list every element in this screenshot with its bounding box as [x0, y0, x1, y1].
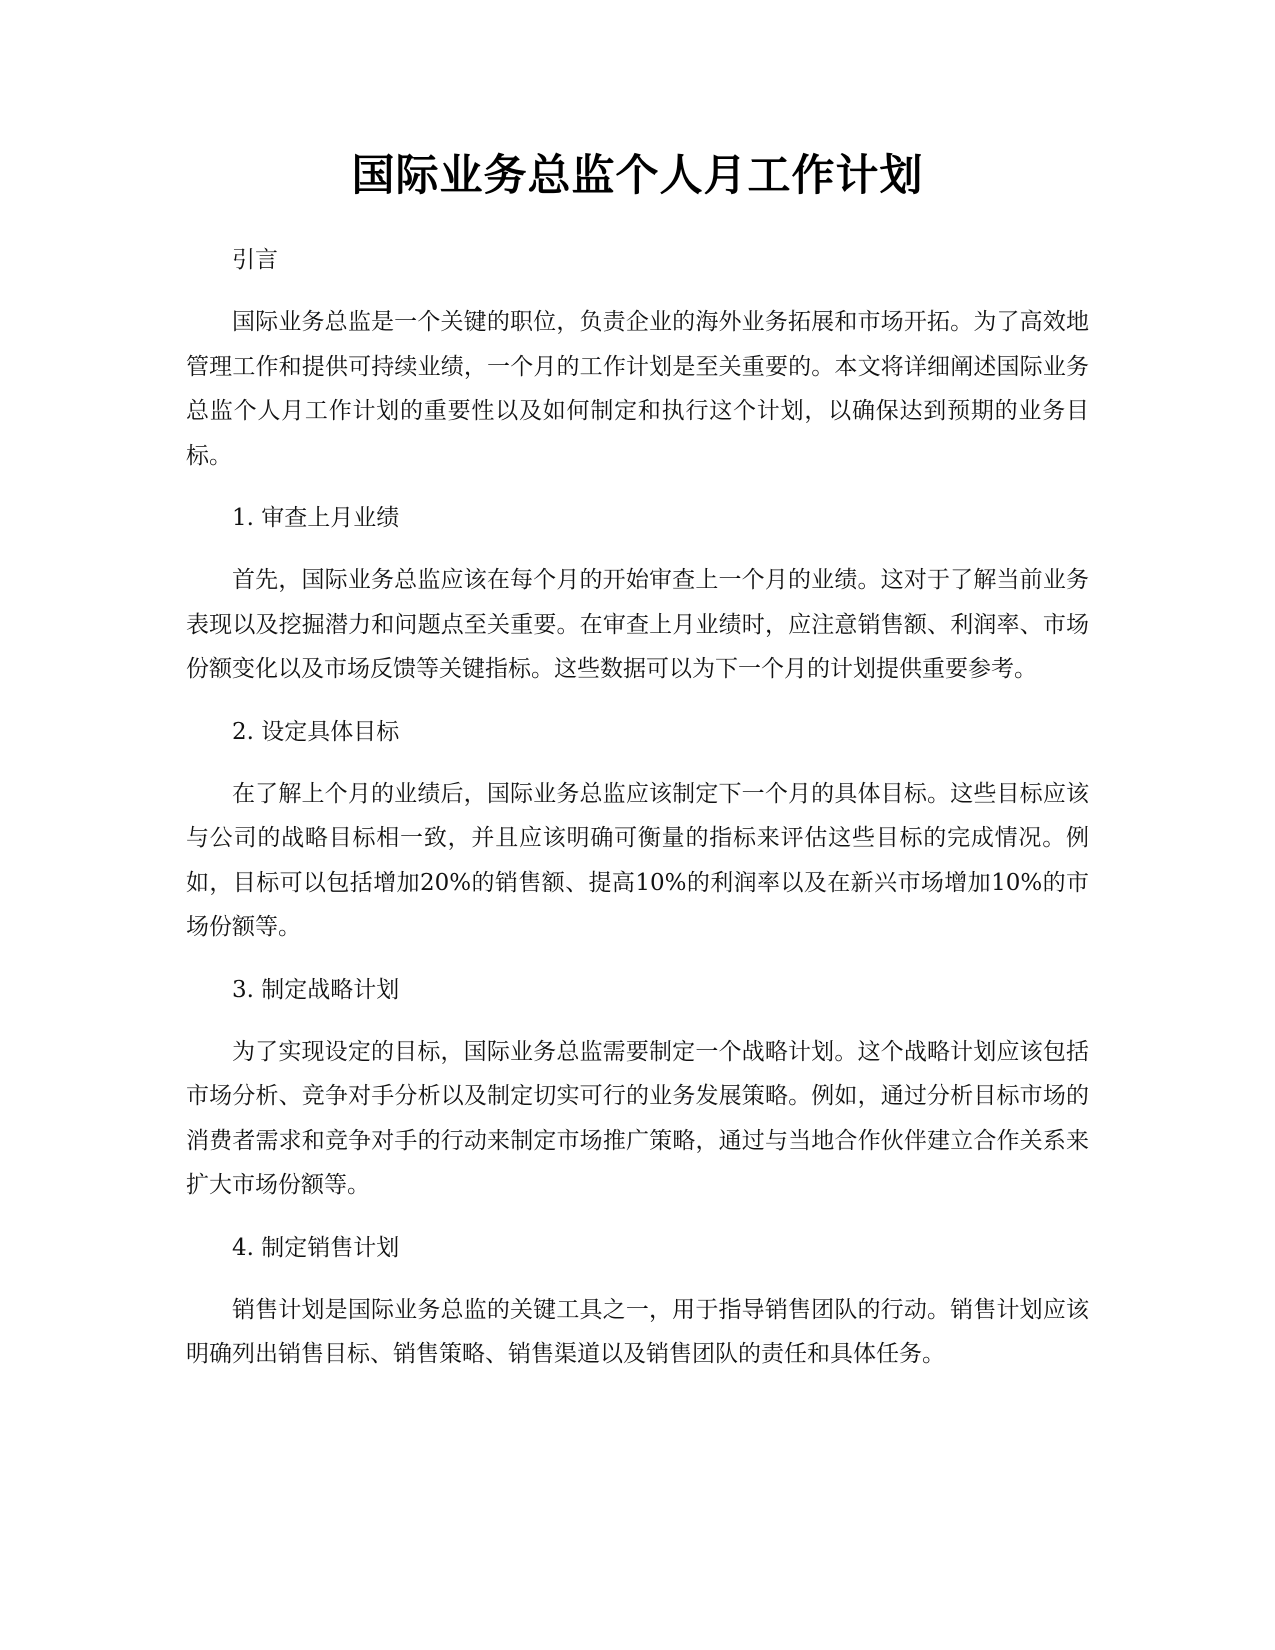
section-paragraph-2: 在了解上个月的业绩后，国际业务总监应该制定下一个月的具体目标。这些目标应该与公司的战略目标相一致，并且应该明确可衡量的指标来评估这些目标的完成情况。例如，目标可以包括增加20%的销售额、提高10%的利润率以及在新兴市场增加10%的市场份额等。	[186, 780, 1089, 940]
section-heading-intro: 引言	[232, 247, 278, 273]
section-heading-1: 1. 审查上月业绩	[232, 505, 400, 531]
document-title: 国际业务总监个人月工作计划	[351, 151, 924, 201]
section-paragraph-4: 销售计划是国际业务总监的关键工具之一，用于指导销售团队的行动。销售计划应该明确列出销售目标、销售策略、销售渠道以及销售团队的责任和具体任务。	[186, 1296, 1089, 1367]
section-heading-2: 2. 设定具体目标	[232, 718, 400, 745]
section-paragraph-1: 首先，国际业务总监应该在每个月的开始审查上一个月的业绩。这对于了解当前业务表现以及挖掘潜力和问题点至关重要。在审查上月业绩时，应注意销售额、利润率、市场份额变化以及市场反馈等关键指标。这些数据可以为下一个月的计划提供重要参考。	[186, 567, 1089, 682]
section-heading-3: 3. 制定战略计划	[232, 976, 400, 1003]
document-body	[186, 238, 1089, 1377]
section-heading-4: 4. 制定销售计划	[232, 1234, 400, 1261]
section-paragraph-intro: 国际业务总监是一个关键的职位，负责企业的海外业务拓展和市场开拓。为了高效地管理工作和提供可持续业绩，一个月的工作计划是至关重要的。本文将详细阐述国际业务总监个人月工作计划的重要性以及如何制定和执行这个计划，以确保达到预期的业务目标。	[186, 309, 1089, 469]
section-paragraph-3: 为了实现设定的目标，国际业务总监需要制定一个战略计划。这个战略计划应该包括市场分析、竞争对手分析以及制定切实可行的业务发展策略。例如，通过分析目标市场的消费者需求和竞争对手的行动来制定市场推广策略，通过与当地合作伙伴建立合作关系来扩大市场份额等。	[186, 1038, 1089, 1198]
